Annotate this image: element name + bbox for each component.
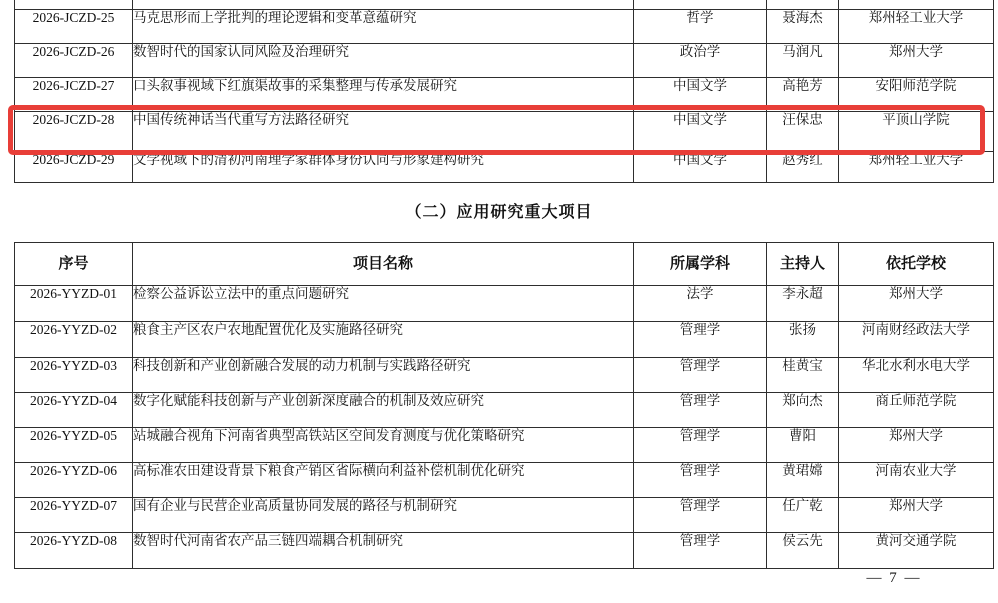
table-row (15, 286, 994, 322)
project-title: 粮食主产区农户农地配置优化及实施路径研究 (133, 322, 634, 358)
project-title: 检察公益诉讼立法中的重点问题研究 (133, 286, 634, 322)
project-id: 2026-JCZD-28 (15, 112, 133, 152)
project-discipline: 中国文学 (634, 112, 767, 152)
table-row (15, 463, 994, 498)
project-discipline: 管理学 (634, 322, 767, 358)
project-leader: 聂海杰 (767, 10, 839, 44)
project-school: 河南财经政法大学 (839, 322, 994, 358)
project-id: 2026-YYZD-01 (15, 286, 133, 322)
project-leader: 张扬 (767, 322, 839, 358)
table-row (15, 498, 994, 533)
project-id: 2026-YYZD-06 (15, 463, 133, 498)
project-discipline: 管理学 (634, 463, 767, 498)
project-title: 马克思形而上学批判的理论逻辑和变革意蕴研究 (133, 10, 634, 44)
project-discipline: 管理学 (634, 393, 767, 428)
project-school: 华北水利水电大学 (839, 358, 994, 393)
table-row-highlighted (15, 112, 994, 152)
table-row (15, 428, 994, 463)
project-school: 河南农业大学 (839, 463, 994, 498)
header-title: 项目名称 (133, 243, 634, 286)
partial-cell (634, 0, 767, 10)
project-leader: 侯云先 (767, 533, 839, 569)
project-leader: 马润凡 (767, 44, 839, 78)
table-row-partial (15, 0, 994, 10)
project-discipline: 政治学 (634, 44, 767, 78)
project-title: 文学视域下的清初河南理学家群体身份认同与形象建构研究 (133, 152, 634, 183)
project-school: 郑州轻工业大学 (839, 10, 994, 44)
partial-cell (767, 0, 839, 10)
project-title: 数智时代河南省农产品三链四端耦合机制研究 (133, 533, 634, 569)
partial-cell (839, 0, 994, 10)
table-row (15, 152, 994, 183)
project-school: 黄河交通学院 (839, 533, 994, 569)
project-title: 数字化赋能科技创新与产业创新深度融合的机制及效应研究 (133, 393, 634, 428)
project-discipline: 管理学 (634, 428, 767, 463)
project-discipline: 中国文学 (634, 78, 767, 112)
header-leader: 主持人 (767, 243, 839, 286)
table-row (15, 10, 994, 44)
project-leader: 汪保忠 (767, 112, 839, 152)
project-leader: 赵秀红 (767, 152, 839, 183)
project-leader: 黄珺嫦 (767, 463, 839, 498)
project-id: 2026-JCZD-25 (15, 10, 133, 44)
project-leader: 任广乾 (767, 498, 839, 533)
table-row (15, 533, 994, 569)
table-row (15, 393, 994, 428)
project-school: 郑州大学 (839, 44, 994, 78)
project-title: 高标准农田建设背景下粮食产销区省际横向利益补偿机制优化研究 (133, 463, 634, 498)
project-discipline: 哲学 (634, 10, 767, 44)
project-title: 中国传统神话当代重写方法路径研究 (133, 112, 634, 152)
project-leader: 桂黄宝 (767, 358, 839, 393)
page-number: — 7 — (866, 570, 922, 586)
project-discipline: 法学 (634, 286, 767, 322)
project-school: 郑州大学 (839, 498, 994, 533)
partial-cell (15, 0, 133, 10)
project-id: 2026-YYZD-02 (15, 322, 133, 358)
project-id: 2026-YYZD-05 (15, 428, 133, 463)
table-row (15, 358, 994, 393)
project-title: 站城融合视角下河南省典型高铁站区空间发育测度与优化策略研究 (133, 428, 634, 463)
project-title: 科技创新和产业创新融合发展的动力机制与实践路径研究 (133, 358, 634, 393)
project-school: 郑州大学 (839, 428, 994, 463)
project-school: 商丘师范学院 (839, 393, 994, 428)
table-applied-research-major-projects (14, 242, 994, 569)
project-id: 2026-YYZD-07 (15, 498, 133, 533)
project-school: 郑州轻工业大学 (839, 152, 994, 183)
project-id: 2026-YYZD-03 (15, 358, 133, 393)
project-school: 平顶山学院 (839, 112, 994, 152)
project-title: 数智时代的国家认同风险及治理研究 (133, 44, 634, 78)
project-discipline: 管理学 (634, 533, 767, 569)
project-id: 2026-YYZD-08 (15, 533, 133, 569)
project-discipline: 中国文学 (634, 152, 767, 183)
table-row (15, 44, 994, 78)
table-row (15, 78, 994, 112)
project-leader: 李永超 (767, 286, 839, 322)
project-id: 2026-JCZD-26 (15, 44, 133, 78)
table-header-row (15, 243, 994, 286)
project-id: 2026-JCZD-27 (15, 78, 133, 112)
table-row (15, 322, 994, 358)
section-heading: （二）应用研究重大项目 (405, 204, 593, 221)
project-discipline: 管理学 (634, 498, 767, 533)
table-basic-research-major-projects (14, 0, 994, 183)
project-discipline: 管理学 (634, 358, 767, 393)
header-id: 序号 (15, 243, 133, 286)
project-title: 口头叙事视域下红旗渠故事的采集整理与传承发展研究 (133, 78, 634, 112)
project-school: 郑州大学 (839, 286, 994, 322)
project-leader: 曹阳 (767, 428, 839, 463)
project-id: 2026-JCZD-29 (15, 152, 133, 183)
project-school: 安阳师范学院 (839, 78, 994, 112)
project-leader: 郑向杰 (767, 393, 839, 428)
project-id: 2026-YYZD-04 (15, 393, 133, 428)
project-leader: 高艳芳 (767, 78, 839, 112)
header-school: 依托学校 (839, 243, 994, 286)
header-discipline: 所属学科 (634, 243, 767, 286)
partial-cell (133, 0, 634, 10)
project-title: 国有企业与民营企业高质量协同发展的路径与机制研究 (133, 498, 634, 533)
